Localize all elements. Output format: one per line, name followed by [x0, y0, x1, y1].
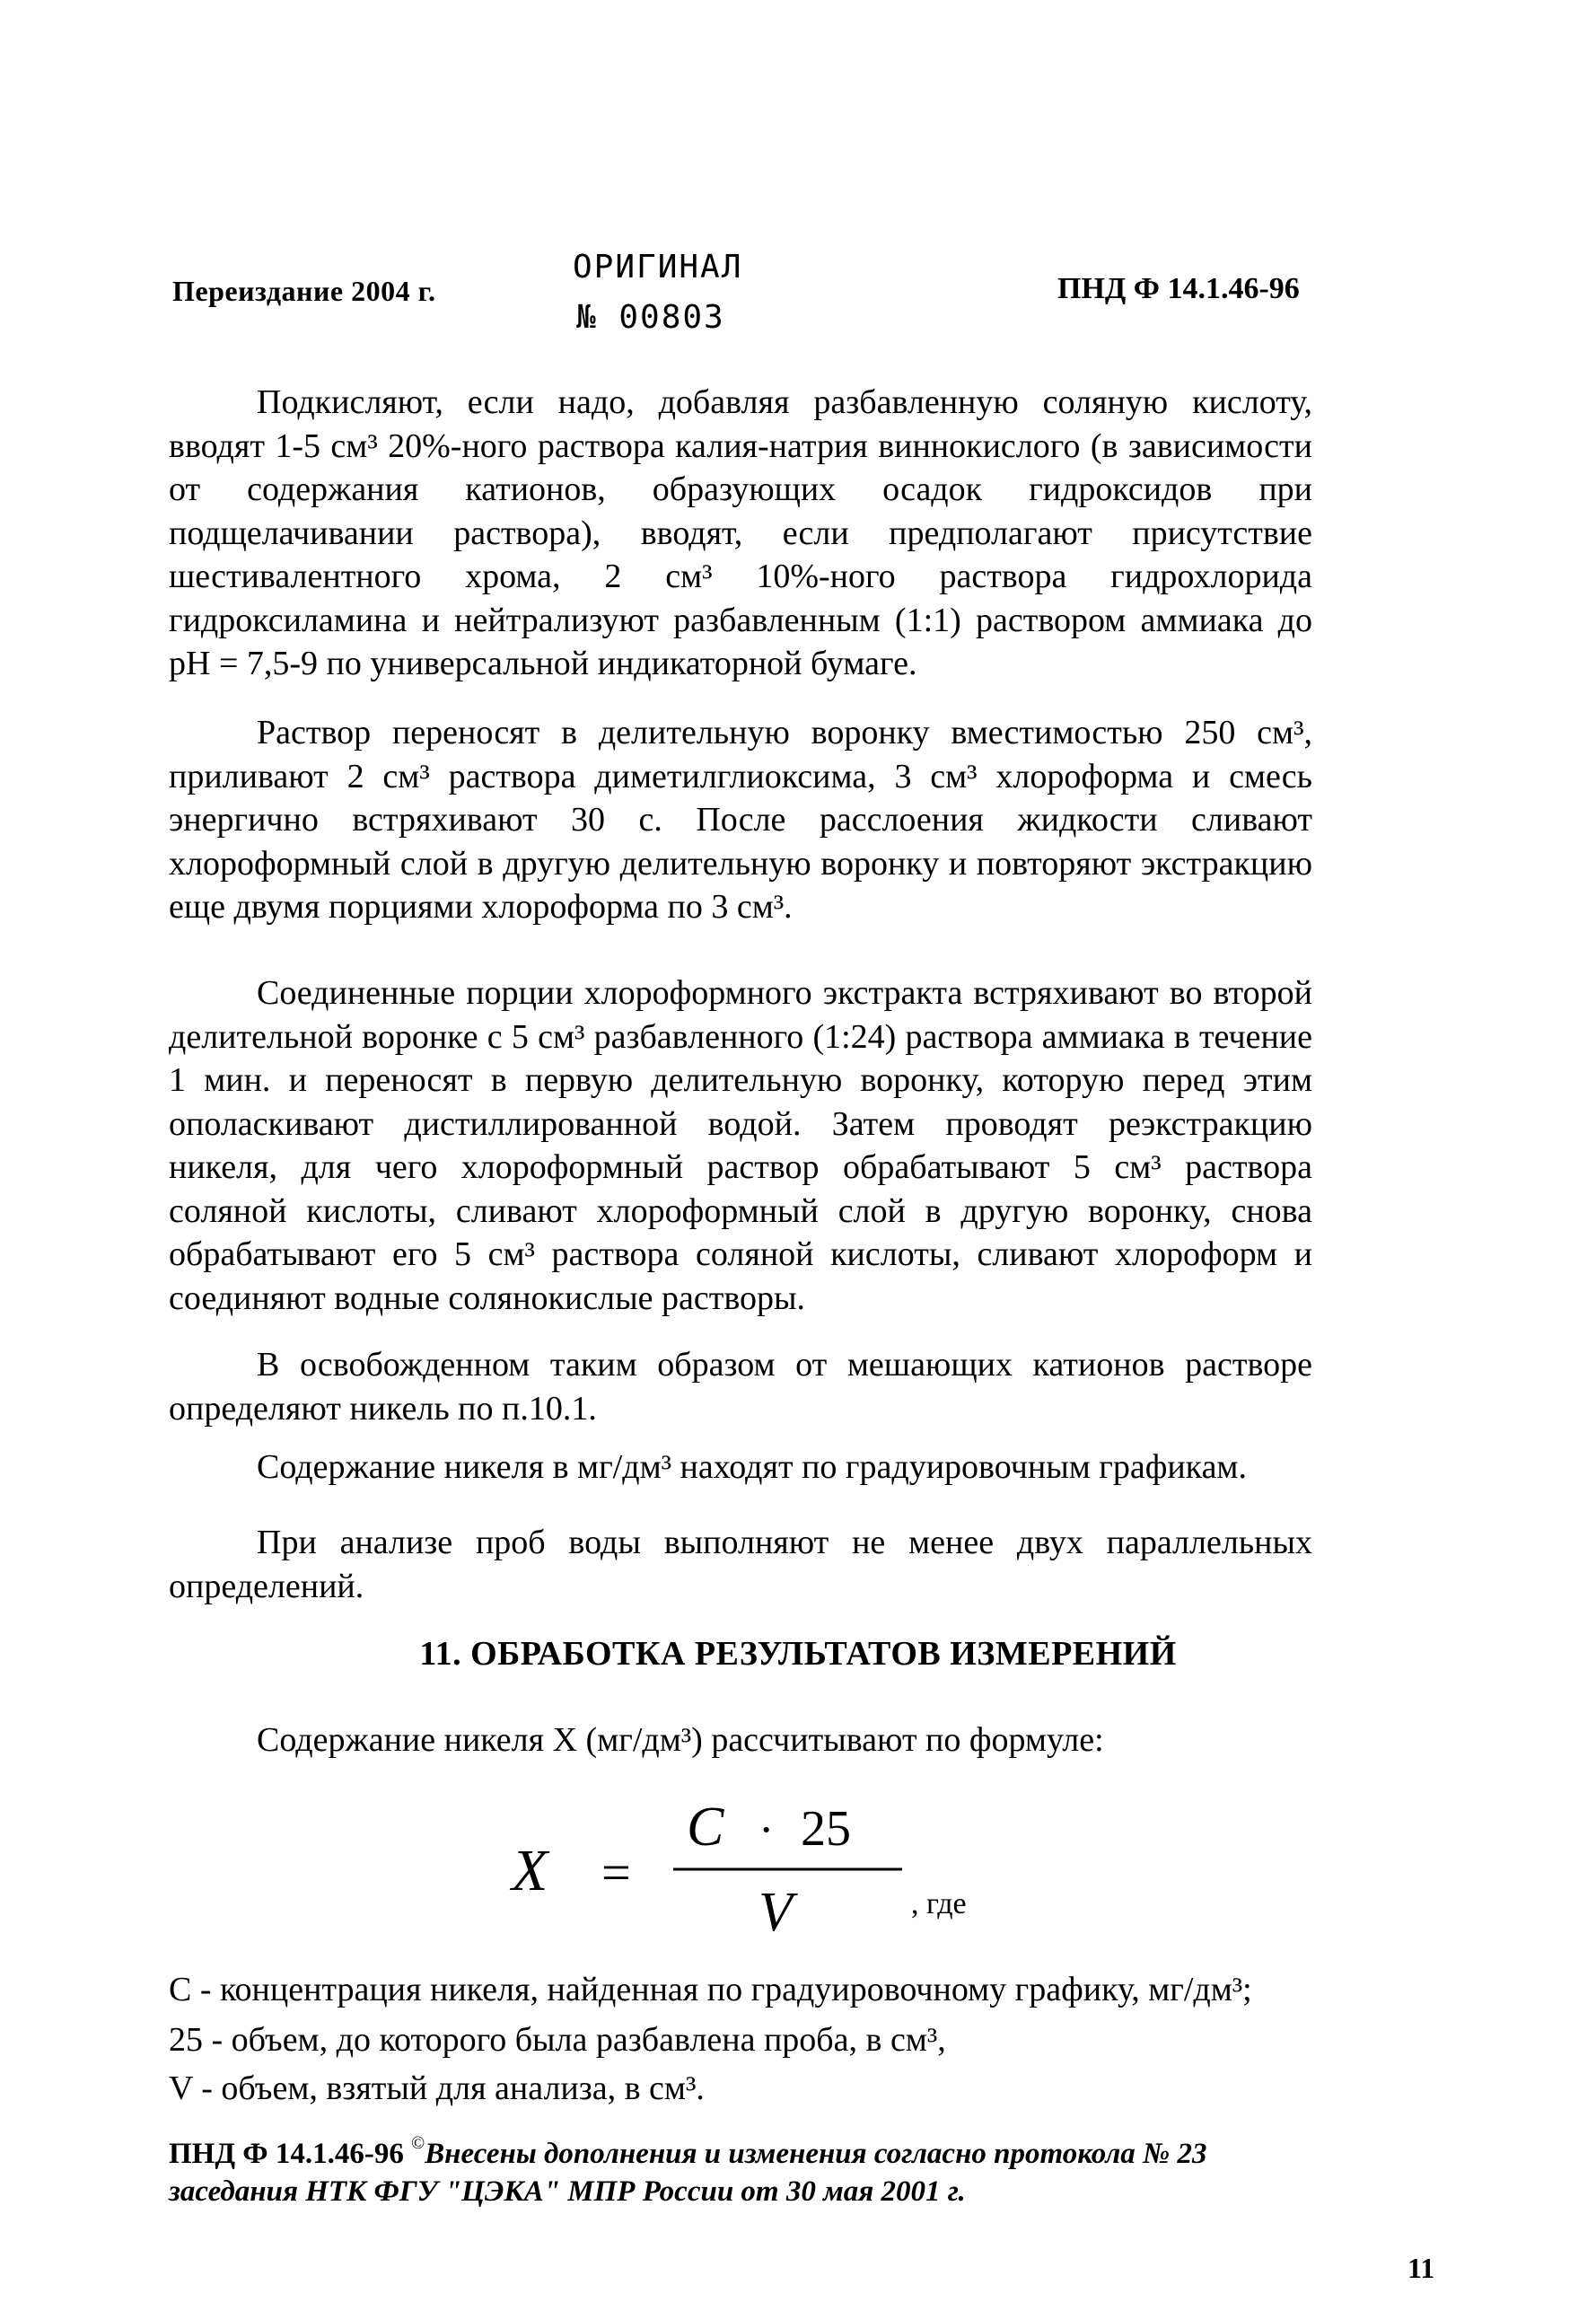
reissue-note: Переиздание 2004 г. [172, 275, 436, 307]
stamp-number: № 00803 [576, 299, 725, 336]
paragraph-parallel: При анализе проб воды выполняют не менее двух параллельных определений. [169, 1524, 1312, 1605]
formula-numerator-c: C [687, 1797, 724, 1858]
paragraph-reextraction: Соединенные порции хлороформного экстракта встряхивают во второй делительной воронке с 5 см³ разбавленного (1:24) раствора аммиака в течение 1 мин. и переносят в первую делительную воронку, которую перед этим ополаскивают дистиллированной водой. Затем проводят реэкстракцию никеля, для чего хлороформный раствор обрабатывают 5 см³ раствора соляной кислоты, сливают хлороформный слой в другую воронку, снова обрабатывают его 5 см³ раствора соляной кислоты, сливают хлороформ и соединяют водные солянокислые растворы. [169, 974, 1312, 1317]
paragraph-acidify: Подкисляют, если надо, добавляя разбавленную соляную кислоту, вводят 1-5 см³ 20%-ного раствора калия-натрия виннокислого (в зависимости от содержания катионов, образующих осадок гидроксидов при подщелачивании раствора), вводят, если предполагают присутствие шестивалентного хрома, 2 см³ 10%-ного раствора гидрохлорида гидроксиламина и нейтрализуют разбавленным (1:1) раствором аммиака до рН = 7,5-9 по универсальной индикаторной бумаге. [169, 383, 1312, 682]
formula-denominator: V [759, 1882, 793, 1943]
formula-dot: · [759, 1805, 775, 1856]
section-title: 11. ОБРАБОТКА РЕЗУЛЬТАТОВ ИЗМЕРЕНИЙ [419, 1635, 1177, 1673]
definition-25: 25 - объем, до которого была разбавлена проба, в см³, [169, 2021, 946, 2059]
definition-c: С - концентрация никеля, найденная по градуировочному графику, мг/дм³; [169, 1971, 1252, 2008]
original-stamp [573, 242, 742, 343]
nickel-formula [485, 1782, 1041, 1962]
paragraph-determination: В освобожденном таким образом от мешающих катионов растворе определяют никель по п.10.1. [169, 1346, 1312, 1428]
formula-numerator-25: 25 [801, 1801, 851, 1857]
footnote-doc-code: ПНД Ф 14.1.46-96 [169, 2138, 404, 2170]
formula-intro: Содержание никеля X (мг/дм³) рассчитывают по формуле: [257, 1721, 1104, 1759]
footnote-mark: © [411, 2133, 425, 2154]
paragraph-extraction: Раствор переносят в делительную воронку вместимостью 250 см³, приливают 2 см³ раствора диметилглиоксима, 3 см³ хлороформа и смесь энергично встряхивают 30 с. После расслоения жидкости сливают хлороформный слой в другую делительную воронку и повторяют экстракцию еще двумя порциями хлороформа по 3 см³. [169, 714, 1312, 926]
formula-equals: = [601, 1843, 631, 1902]
definition-v: V - объем, взятый для анализа, в см³. [169, 2069, 705, 2107]
page-number: 11 [1407, 2252, 1435, 2284]
paragraph-calibration: Содержание никеля в мг/дм³ находят по градуировочным графикам. [257, 1448, 1247, 1486]
formula-lhs: X [512, 1838, 548, 1903]
document-code: ПНД Ф 14.1.46-96 [1057, 272, 1300, 305]
footnote [169, 2135, 1300, 2210]
formula-suffix: , где [911, 1887, 967, 1920]
stamp-label: ОРИГИНАЛ [573, 249, 743, 286]
footnote-text: Внесены дополнения и изменения согласно протокола № 23 заседания НТК ФГУ "ЦЭКА" МПР России от 30 мая 2001 г. [169, 2138, 1207, 2208]
